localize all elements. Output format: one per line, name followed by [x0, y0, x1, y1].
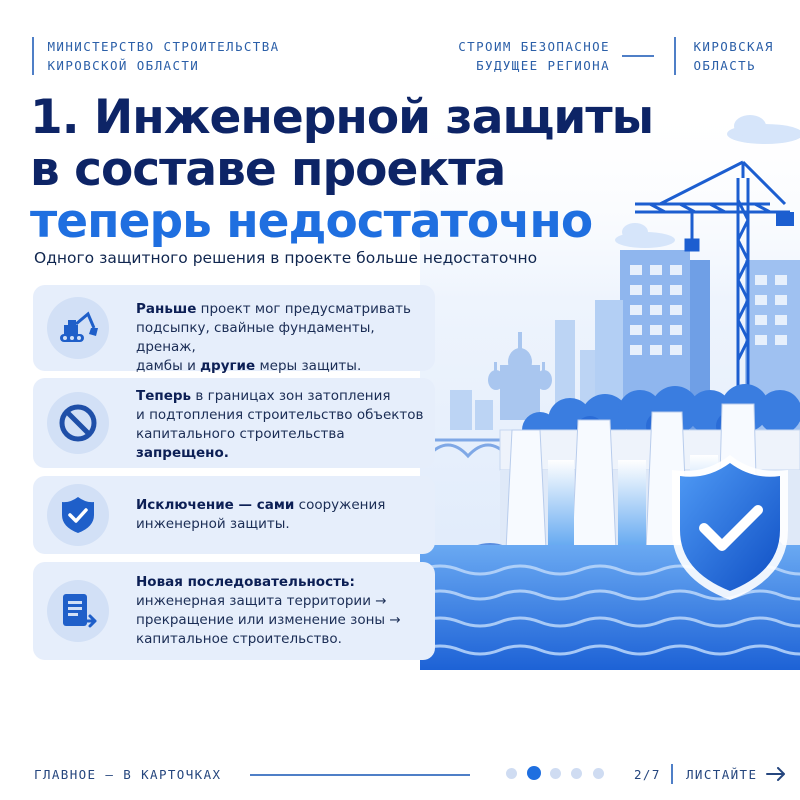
card-text — [136, 300, 425, 376]
card-line — [136, 496, 425, 515]
card-line — [136, 630, 425, 649]
card-text-run: и подтопления строительство объектов — [136, 407, 424, 423]
page-dot[interactable] — [593, 768, 604, 779]
card-text-run: проект мог предусматривать — [196, 301, 411, 317]
card-text-bold: запрещено. — [136, 445, 229, 461]
divider — [674, 37, 676, 75]
card-before — [33, 285, 435, 374]
divider — [250, 774, 470, 776]
headline-line-2: в составе проекта — [30, 142, 506, 197]
excavator-icon — [56, 308, 100, 348]
page-dot[interactable] — [506, 768, 517, 779]
card-exception — [33, 476, 435, 554]
crane-counterweight — [776, 212, 794, 226]
card-line — [136, 515, 425, 534]
icon-circle — [47, 392, 109, 454]
divider — [622, 55, 654, 57]
card-text-run: прекращение или изменение зоны → — [136, 612, 401, 628]
card-text-run: инженерная защита территории → — [136, 593, 387, 609]
card-line — [136, 357, 425, 376]
next-label: ЛИСТАЙТЕ — [686, 766, 758, 782]
card-text-run: инженерной защиты. — [136, 516, 290, 532]
card-line — [136, 425, 425, 444]
footer-caption: ГЛАВНОЕ — В КАРТОЧКАХ — [34, 766, 222, 782]
card-text-run: дамбы и — [136, 358, 201, 374]
prohibited-icon — [58, 403, 98, 443]
divider — [671, 764, 673, 784]
headline-line-1: 1. Инженерной защиты — [30, 90, 654, 145]
card-text-bold: Теперь — [136, 388, 192, 404]
page-dot-active[interactable] — [527, 766, 541, 780]
card-line — [136, 444, 425, 463]
card-text — [136, 573, 425, 649]
headline-line-3: теперь недостаточно — [30, 194, 593, 249]
document-arrow-icon — [58, 591, 98, 631]
card-text-run: в границах зон затопления — [191, 388, 391, 404]
icon-circle — [47, 580, 109, 642]
page-dot[interactable] — [571, 768, 582, 779]
card-line — [136, 611, 425, 630]
card-text-bold: Раньше — [136, 301, 197, 317]
headline — [30, 90, 654, 249]
page-counter: 2/7 — [634, 766, 661, 782]
card-text-run: капитальное строительство. — [136, 631, 342, 647]
divider — [32, 37, 34, 75]
card-text-run: капитального строительства — [136, 426, 345, 442]
card-line — [136, 406, 425, 425]
subtitle: Одного защитного решения в проекте больше недостаточно — [34, 249, 538, 267]
card-text-bold: Исключение — сами — [136, 497, 295, 513]
card-text — [136, 496, 425, 534]
card-now — [33, 378, 435, 468]
arrow-right-icon — [766, 767, 786, 781]
card-line — [136, 387, 425, 406]
card-text-run: меры защиты. — [255, 358, 362, 374]
card-sequence — [33, 562, 435, 660]
page-dot[interactable] — [550, 768, 561, 779]
icon-circle — [47, 297, 109, 359]
shield-check-icon — [60, 495, 96, 535]
card-text-bold: Новая последовательность: — [136, 574, 355, 590]
card-text — [136, 387, 425, 463]
slogan: СТРОИМ БЕЗОПАСНОЕ БУДУЩЕЕ РЕГИОНА — [458, 39, 610, 73]
ministry-block — [32, 36, 280, 76]
card-line — [136, 573, 425, 592]
slogan-block — [430, 36, 774, 76]
card-text-run: сооружения — [294, 497, 386, 513]
card-line — [136, 300, 425, 319]
next-button[interactable] — [686, 764, 786, 784]
ministry-name: МИНИСТЕРСТВО СТРОИТЕЛЬСТВА КИРОВСКОЙ ОБЛАСТИ — [47, 39, 280, 73]
card-line — [136, 592, 425, 611]
card-line — [136, 319, 425, 357]
icon-circle — [47, 484, 109, 546]
card-text-run: подсыпку, свайные фундаменты, дренаж, — [136, 320, 375, 355]
region-name: КИРОВСКАЯ ОБЛАСТЬ — [693, 39, 774, 73]
card-text-bold: другие — [200, 358, 256, 374]
